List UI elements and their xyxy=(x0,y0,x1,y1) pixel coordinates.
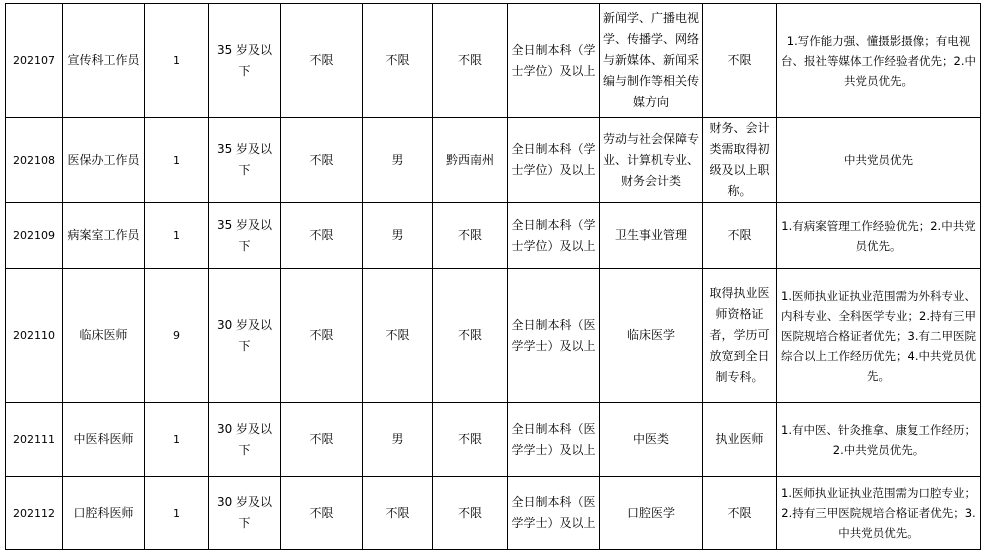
age-requirement: 35 岁及以下 xyxy=(209,203,281,269)
major-requirement: 卫生事业管理 xyxy=(600,203,703,269)
gender-requirement: 不限 xyxy=(363,4,433,118)
education-requirement: 全日制本科（医学学士）及以上 xyxy=(508,403,600,477)
position-code: 202110 xyxy=(6,269,63,403)
recruitment-table xyxy=(5,3,981,550)
qualification-requirement: 执业医师 xyxy=(703,403,777,477)
table-row xyxy=(6,4,981,118)
position-name: 医保办工作员 xyxy=(63,118,145,203)
table-row xyxy=(6,269,981,403)
position-code: 202109 xyxy=(6,203,63,269)
position-name: 临床医师 xyxy=(63,269,145,403)
qualification-requirement: 不限 xyxy=(703,477,777,550)
major-requirement: 劳动与社会保障专业、计算机专业、财务会计类 xyxy=(600,118,703,203)
headcount: 1 xyxy=(145,4,209,118)
gender-requirement: 不限 xyxy=(363,269,433,403)
table-row xyxy=(6,403,981,477)
position-code: 202111 xyxy=(6,403,63,477)
table-row xyxy=(6,203,981,269)
position-code: 202112 xyxy=(6,477,63,550)
ethnicity-requirement: 不限 xyxy=(281,403,363,477)
major-requirement: 临床医学 xyxy=(600,269,703,403)
ethnicity-requirement: 不限 xyxy=(281,118,363,203)
origin-requirement: 不限 xyxy=(433,203,508,269)
origin-requirement: 黔西南州 xyxy=(433,118,508,203)
qualification-requirement: 财务、会计类需取得初级及以上职称。 xyxy=(703,118,777,203)
other-requirements: 1.有病案管理工作经验优先；2.中共党员优先。 xyxy=(777,203,981,269)
qualification-requirement: 不限 xyxy=(703,203,777,269)
headcount: 1 xyxy=(145,477,209,550)
position-name: 病案室工作员 xyxy=(63,203,145,269)
education-requirement: 全日制本科（医学学士）及以上 xyxy=(508,269,600,403)
position-code: 202107 xyxy=(6,4,63,118)
major-requirement: 新闻学、广播电视学、传播学、网络与新媒体、新闻采编与制作等相关传媒方向 xyxy=(600,4,703,118)
other-requirements: 1.有中医、针灸推拿、康复工作经历；2.中共党员优先。 xyxy=(777,403,981,477)
ethnicity-requirement: 不限 xyxy=(281,203,363,269)
ethnicity-requirement: 不限 xyxy=(281,4,363,118)
position-name: 中医科医师 xyxy=(63,403,145,477)
headcount: 1 xyxy=(145,203,209,269)
position-code: 202108 xyxy=(6,118,63,203)
table-row xyxy=(6,118,981,203)
ethnicity-requirement: 不限 xyxy=(281,477,363,550)
origin-requirement: 不限 xyxy=(433,4,508,118)
headcount: 9 xyxy=(145,269,209,403)
age-requirement: 30 岁及以下 xyxy=(209,477,281,550)
origin-requirement: 不限 xyxy=(433,269,508,403)
gender-requirement: 男 xyxy=(363,203,433,269)
major-requirement: 中医类 xyxy=(600,403,703,477)
age-requirement: 30 岁及以下 xyxy=(209,269,281,403)
other-requirements: 中共党员优先 xyxy=(777,118,981,203)
age-requirement: 30 岁及以下 xyxy=(209,403,281,477)
other-requirements: 1.医师执业证执业范围需为外科专业、内科专业、全科医学专业；2.持有三甲医院规培合格证者优先；3.有二甲医院综合以上工作经历优先；4.中共党员优先。 xyxy=(777,269,981,403)
education-requirement: 全日制本科（医学学士）及以上 xyxy=(508,477,600,550)
education-requirement: 全日制本科（学士学位）及以上 xyxy=(508,118,600,203)
origin-requirement: 不限 xyxy=(433,477,508,550)
education-requirement: 全日制本科（学士学位）及以上 xyxy=(508,4,600,118)
other-requirements: 1.医师执业证执业范围需为口腔专业；2.持有三甲医院规培合格证者优先；3.中共党员优先。 xyxy=(777,477,981,550)
qualification-requirement: 不限 xyxy=(703,4,777,118)
gender-requirement: 男 xyxy=(363,118,433,203)
qualification-requirement: 取得执业医师资格证者，学历可放宽到全日制专科。 xyxy=(703,269,777,403)
age-requirement: 35 岁及以下 xyxy=(209,118,281,203)
gender-requirement: 不限 xyxy=(363,477,433,550)
ethnicity-requirement: 不限 xyxy=(281,269,363,403)
headcount: 1 xyxy=(145,118,209,203)
age-requirement: 35 岁及以下 xyxy=(209,4,281,118)
major-requirement: 口腔医学 xyxy=(600,477,703,550)
origin-requirement: 不限 xyxy=(433,403,508,477)
gender-requirement: 男 xyxy=(363,403,433,477)
headcount: 1 xyxy=(145,403,209,477)
position-name: 宣传科工作员 xyxy=(63,4,145,118)
table-row xyxy=(6,477,981,550)
education-requirement: 全日制本科（学士学位）及以上 xyxy=(508,203,600,269)
other-requirements: 1.写作能力强、懂摄影摄像；有电视台、报社等媒体工作经验者优先；2.中共党员优先。 xyxy=(777,4,981,118)
position-name: 口腔科医师 xyxy=(63,477,145,550)
